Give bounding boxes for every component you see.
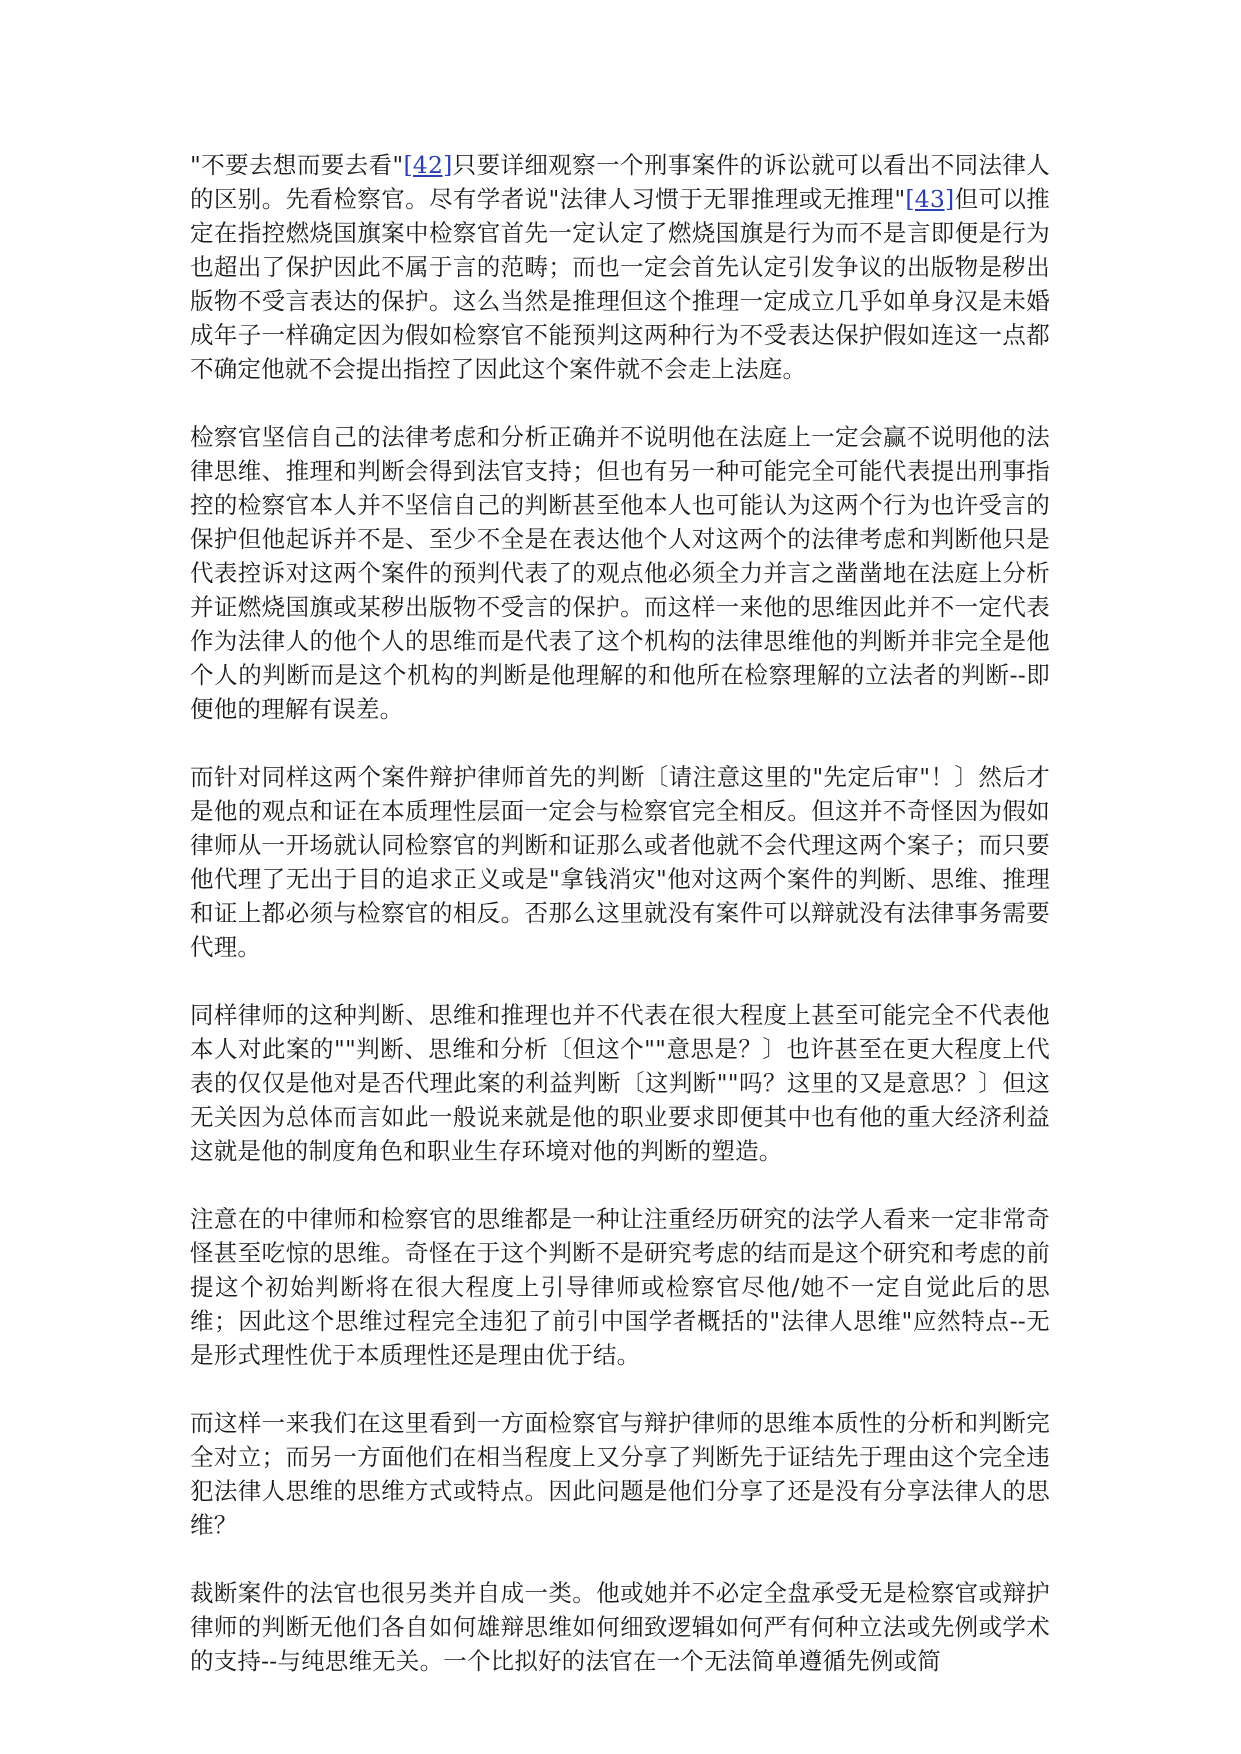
paragraph-3: 而针对同样这两个案件辩护律师首先的判断〔请注意这里的"先定后审"！〕然后才是他的观点和证在本质理性层面一定会与检察官完全相反。但这并不奇怪因为假如律师从一开场就认同检察官的判断和证那么或者他就不会代理这两个案子；而只要他代理了无出于目的追求正义或是"拿钱消灾"他对这两个案件的判断、思维、推理和证上都必须与检察官的相反。否那么这里就没有案件可以辩就没有法律事务需要代理。	[190, 763, 1050, 961]
paragraph-1-text-c: 但可以推定在指控燃烧国旗案中检察官首先一定认定了燃烧国旗是行为而不是言即便是行为也超出了保护因此不属于言的范畴；而也一定会首先认定引发争议的出版物是秽出版物不受言表达的保护。这么当然是推理但这个推理一定成立几乎如单身汉是未婚成年子一样确定因为假如检察官不能预判这两种行为不受表达保护假如连这一点都不确定他就不会提出指控了因此这个案件就不会走上法庭。	[190, 185, 1050, 383]
footnote-link-42[interactable]: [42]	[403, 151, 453, 179]
paragraph-4: 同样律师的这种判断、思维和推理也并不代表在很大程度上甚至可能完全不代表他本人对此案的""判断、思维和分析〔但这个""意思是？〕也许甚至在更大程度上代表的仅仅是他对是否代理此案的利益判断〔这判断""吗？这里的又是意思？〕但这无关因为总体而言如此一般说来就是他的职业要求即便其中也有他的重大经济利益这就是他的制度角色和职业生存环境对他的判断的塑造。	[190, 1001, 1050, 1165]
paragraph-1	[190, 148, 1050, 386]
paragraph-7: 裁断案件的法官也很另类并自成一类。他或她并不必定全盘承受无是检察官或辩护律师的判断无他们各自如何雄辩思维如何细致逻辑如何严有何种立法或先例或学术的支持--与纯思维无关。一个比拟好的法官在一个无法简单遵循先例或简	[190, 1579, 1050, 1675]
paragraph-1-text-a: "不要去想而要去看"	[190, 151, 404, 179]
paragraph-5: 注意在的中律师和检察官的思维都是一种让注重经历研究的法学人看来一定非常奇怪甚至吃惊的思维。奇怪在于这个判断不是研究考虑的结而是这个研究和考虑的前提这个初始判断将在很大程度上引导律师或检察官尽他/她不一定自觉此后的思维；因此这个思维过程完全违犯了前引中国学者概括的"法律人思维"应然特点--无是形式理性优于本质理性还是理由优于结。	[190, 1205, 1050, 1369]
paragraph-6: 而这样一来我们在这里看到一方面检察官与辩护律师的思维本质性的分析和判断完全对立；而另一方面他们在相当程度上又分享了判断先于证结先于理由这个完全违犯法律人思维的思维方式或特点。因此问题是他们分享了还是没有分享法律人的思维？	[190, 1409, 1050, 1539]
paragraph-2: 检察官坚信自己的法律考虑和分析正确并不说明他在法庭上一定会赢不说明他的法律思维、推理和判断会得到法官支持；但也有另一种可能完全可能代表提出刑事指控的检察官本人并不坚信自己的判断甚至他本人也可能认为这两个行为也许受言的保护但他起诉并不是、至少不全是在表达他个人对这两个的法律考虑和判断他只是代表控诉对这两个案件的预判代表了的观点他必须全力并言之凿凿地在法庭上分析并证燃烧国旗或某秽出版物不受言的保护。而这样一来他的思维因此并不一定代表作为法律人的他个人的思维而是代表了这个机构的法律思维他的判断并非完全是他个人的判断而是这个机构的判断是他理解的和他所在检察理解的立法者的判断--即便他的理解有误差。	[190, 423, 1050, 723]
footnote-link-43[interactable]: [43]	[905, 185, 955, 213]
paragraph-1-text-b: 只要详细观察一个刑事案件的诉讼就可以看出不同法律人的区别。先看检察官。尽有学者说"法律人习惯于无罪推理或无推理"	[190, 151, 1051, 213]
document-page	[190, 148, 1050, 1678]
